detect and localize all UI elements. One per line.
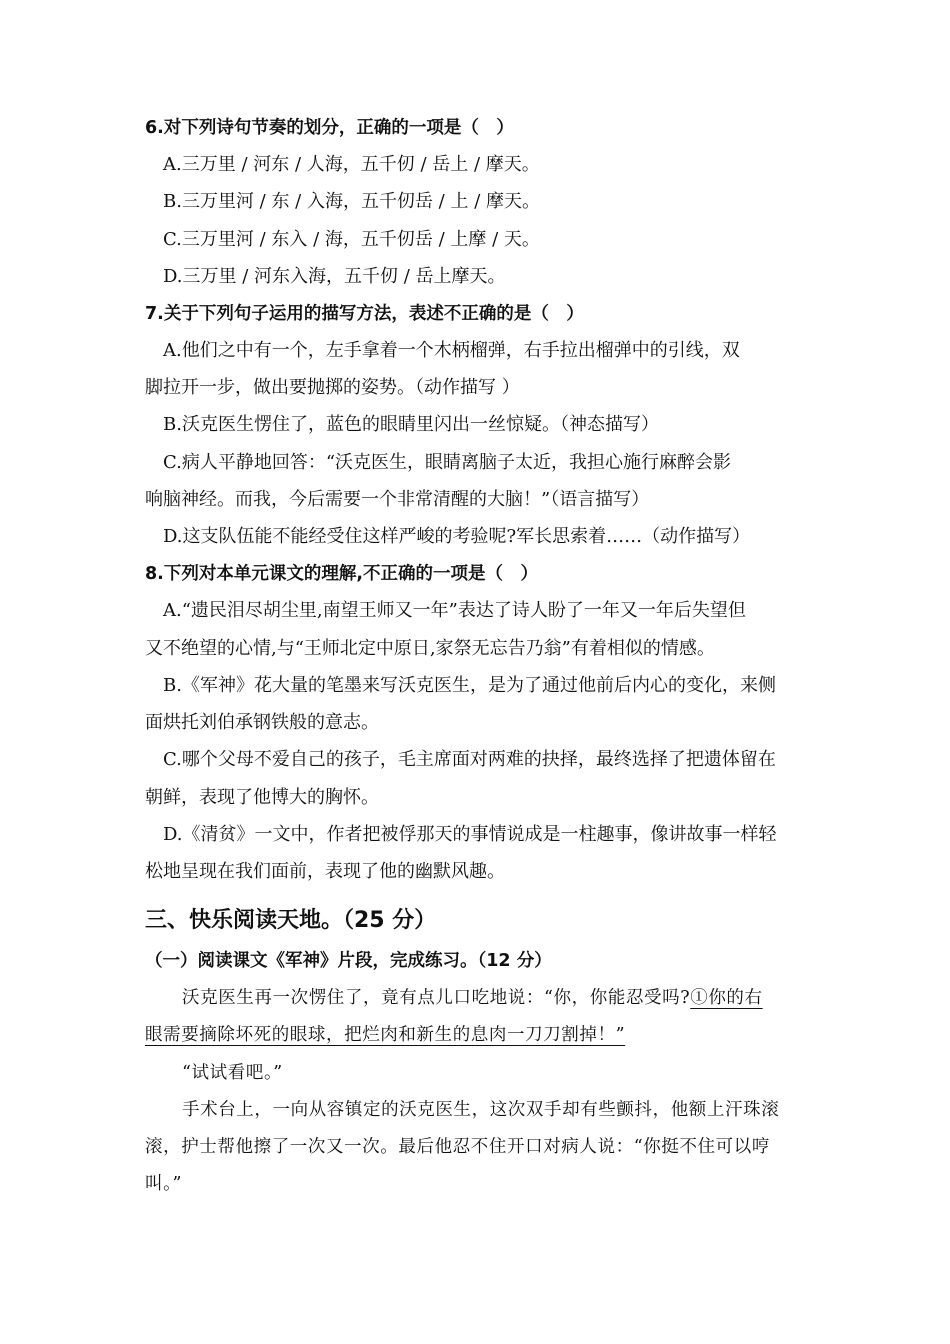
reading-part-1-heading: （一）阅读课文《军神》片段，完成练习。（12 分） bbox=[145, 951, 552, 971]
question-6-option-a: A.三万里 / 河东 / 人海，五千仞 / 岳上 / 摩天。 bbox=[163, 154, 540, 175]
passage-line-1-text: 沃克医生再一次愣住了，竟有点儿口吃地说：“你，你能忍受吗? bbox=[182, 988, 691, 1008]
passage-line-4: 手术台上，一向从容镇定的沃克医生，这次双手却有些颤抖，他额上汗珠滚 bbox=[182, 1100, 780, 1120]
question-8-option-c-cont: 朝鲜，表现了他博大的胸怀。 bbox=[145, 787, 379, 808]
question-8-option-c: C.哪个父母不爱自己的孩子，毛主席面对两难的抉择，最终选择了把遗体留在 bbox=[163, 749, 776, 770]
question-7-option-a-cont: 脚拉开一步，做出要抛掷的姿势。（动作描写 ） bbox=[145, 377, 520, 398]
section-3-title: 三、快乐阅读天地。（25 分） bbox=[145, 908, 437, 933]
question-8-option-d: D.《清贫》一文中，作者把被俘那天的事情说成是一柱趣事，像讲故事一样轻 bbox=[163, 824, 777, 845]
question-7-option-c-cont: 响脑神经。而我，今后需要一个非常清醒的大脑！”（语言描写） bbox=[145, 489, 650, 510]
question-8-option-a-cont: 又不绝望的心情,与“王师北定中原日,家祭无忘告乃翁”有着相似的情感。 bbox=[145, 638, 715, 659]
question-8-option-d-cont: 松地呈现在我们面前，表现了他的幽默风趣。 bbox=[145, 861, 505, 882]
question-7-option-d: D.这支队伍能不能经受住这样严峻的考验呢?军长思索着……（动作描写） bbox=[163, 526, 751, 547]
passage-line-3: “试试看吧。” bbox=[182, 1063, 283, 1083]
question-8-option-b-cont: 面烘托刘伯承钢铁般的意志。 bbox=[145, 712, 379, 733]
passage-line-5: 滚，护士帮他擦了一次又一次。最后他忍不住开口对病人说：“你挺不住可以哼 bbox=[145, 1137, 770, 1157]
question-6-option-c: C.三万里河 / 东入 / 海，五千仞岳 / 上摩 / 天。 bbox=[163, 229, 540, 250]
passage-line-1 bbox=[182, 986, 763, 1010]
question-7-stem: 7.关于下列句子运用的描写方法，表述不正确的是（ ） bbox=[145, 304, 584, 324]
passage-underlined-sentence-start: ①你的右 bbox=[690, 988, 763, 1008]
question-7-option-a: A.他们之中有一个，左手拿着一个木柄榴弹，右手拉出榴弹中的引线，双 bbox=[163, 340, 740, 361]
question-8-option-b: B.《军神》花大量的笔墨来写沃克医生，是为了通过他前后内心的变化，来侧 bbox=[163, 675, 776, 696]
question-6-option-b: B.三万里河 / 东 / 入海，五千仞岳 / 上 / 摩天。 bbox=[163, 191, 540, 212]
question-8-option-a: A.“遗民泪尽胡尘里,南望王师又一年”表达了诗人盼了一年又一年后失望但 bbox=[163, 600, 746, 621]
question-7-option-b: B.沃克医生愣住了，蓝色的眼睛里闪出一丝惊疑。（神态描写） bbox=[163, 414, 659, 435]
passage-underlined-sentence: 眼需要摘除坏死的眼球，把烂肉和新生的息肉一刀刀割掉！” bbox=[145, 1025, 626, 1045]
question-6-stem: 6.对下列诗句节奏的划分，正确的一项是（ ） bbox=[145, 118, 514, 138]
question-8-stem: 8.下列对本单元课文的理解,不正确的一项是（ ） bbox=[145, 564, 538, 584]
passage-line-6: 叫。” bbox=[145, 1174, 182, 1194]
question-7-option-c: C.病人平静地回答：“沃克医生，眼睛离脑子太近，我担心施行麻醉会影 bbox=[163, 452, 732, 473]
question-6-option-d: D.三万里 / 河东入海，五千仞 / 岳上摩天。 bbox=[163, 266, 506, 287]
